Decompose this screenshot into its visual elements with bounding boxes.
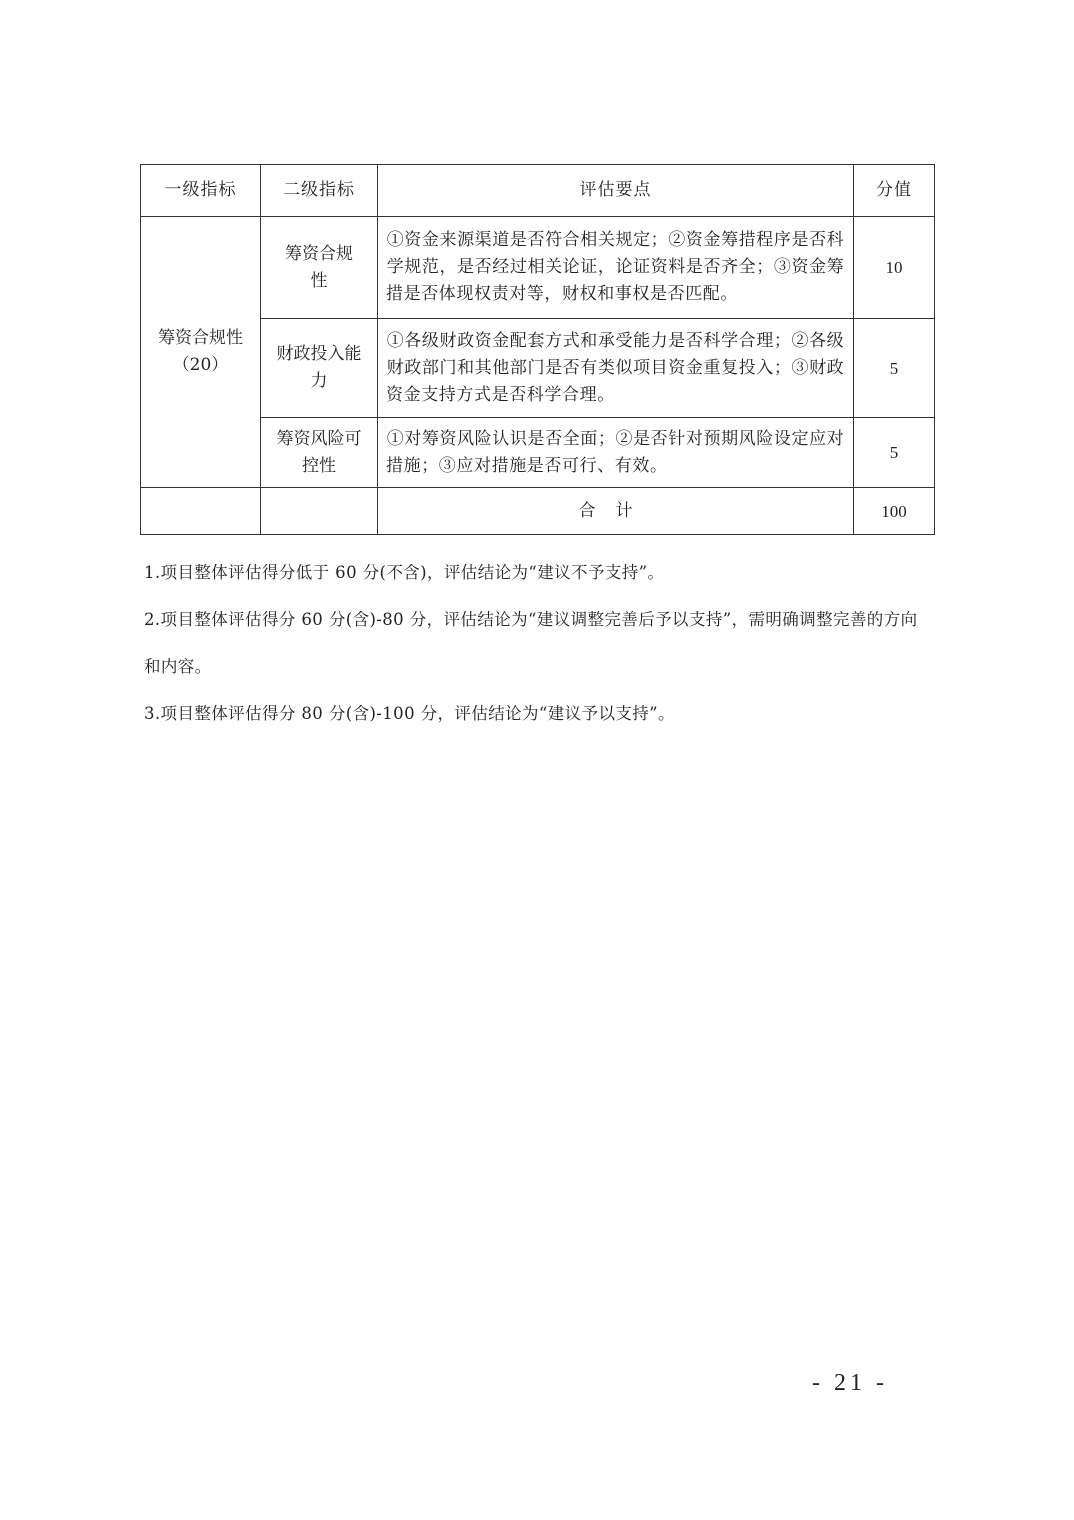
total-empty-cell <box>141 488 261 535</box>
evaluation-points: ①各级财政资金配套方式和承受能力是否科学合理；②各级财政部门和其他部门是否有类似项目资金重复投入；③财政资金支持方式是否科学合理。 <box>378 319 854 418</box>
header-level1: 一级指标 <box>141 165 261 217</box>
table-header-row <box>141 165 935 217</box>
note-item: 3.项目整体评估得分 80 分(含)-100 分，评估结论为“建议予以支持”。 <box>144 704 675 723</box>
total-empty-cell <box>261 488 378 535</box>
evaluation-points: ①对筹资风险认识是否全面；②是否针对预期风险设定应对措施；③应对措施是否可行、有效。 <box>378 418 854 488</box>
note-item: 2.项目整体评估得分 60 分(含)-80 分，评估结论为“建议调整完善后予以支持”，需明确调整完善的方向和内容。 <box>144 610 918 676</box>
total-label: 合计 <box>378 488 854 535</box>
sub-indicator: 财政投入能力 <box>261 319 378 418</box>
total-value: 100 <box>854 488 935 535</box>
group-name: 筹资合规性 <box>158 328 243 348</box>
table-row <box>141 217 935 319</box>
evaluation-table <box>140 164 935 535</box>
sub-indicator: 筹资合规性 <box>261 217 378 319</box>
score-value: 5 <box>854 319 935 418</box>
table-row <box>141 418 935 488</box>
score-value: 5 <box>854 418 935 488</box>
header-level2: 二级指标 <box>261 165 378 217</box>
page-number: - 21 - <box>812 1370 888 1396</box>
group-cell <box>141 217 261 488</box>
header-points: 评估要点 <box>378 165 854 217</box>
group-score: （20） <box>172 355 229 375</box>
note-item: 1.项目整体评估得分低于 60 分(不含)，评估结论为“建议不予支持”。 <box>144 563 665 582</box>
scoring-notes <box>144 549 934 737</box>
table-row <box>141 319 935 418</box>
total-row <box>141 488 935 535</box>
score-value: 10 <box>854 217 935 319</box>
sub-indicator: 筹资风险可控性 <box>261 418 378 488</box>
evaluation-points: ①资金来源渠道是否符合相关规定；②资金筹措程序是否科学规范，是否经过相关论证，论证资料是否齐全；③资金筹措是否体现权责对等，财权和事权是否匹配。 <box>378 217 854 319</box>
header-value: 分值 <box>854 165 935 217</box>
